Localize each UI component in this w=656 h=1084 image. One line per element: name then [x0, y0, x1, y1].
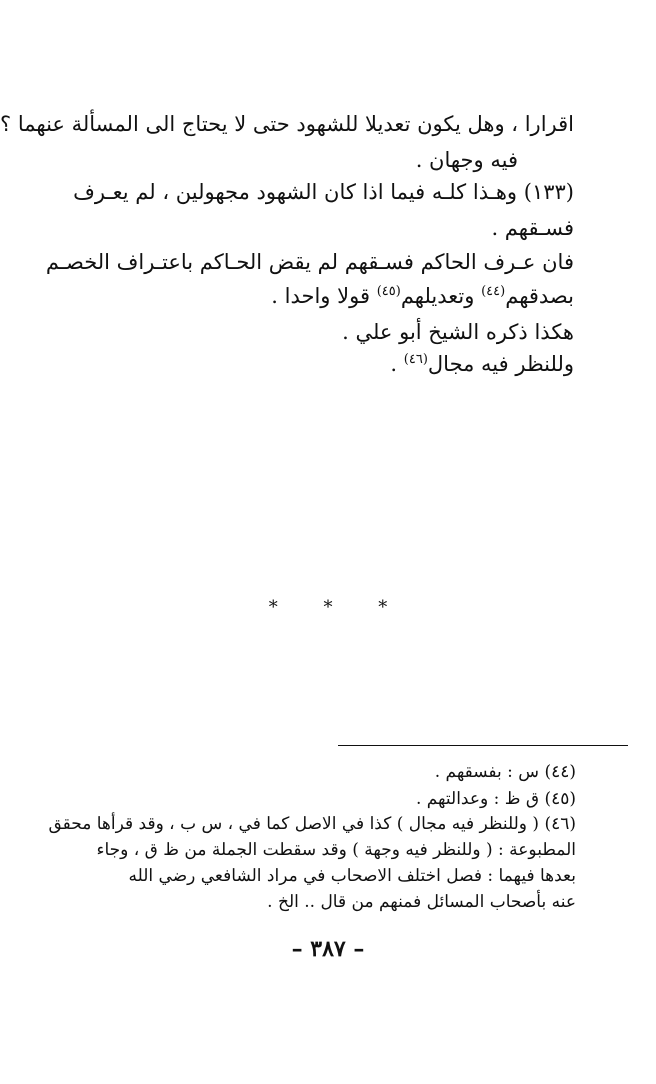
section-separator: * * *: [268, 597, 408, 618]
footnote-46-line-2: المطبوعة : ( وللنظر فيه وجهة ) وقد سقطت الجملة من ظ ق ، وجاء: [96, 840, 576, 860]
text-line-7: هكذا ذكره الشيخ أبو علي .: [342, 320, 574, 344]
footnote-46-line-4: عنه بأصحاب المسائل فمنهم من قال .. الخ .: [267, 892, 576, 912]
footnote-ref-45: (٤٥): [376, 284, 401, 299]
footnote-rule: [338, 745, 628, 746]
page-number: – ٣٨٧ –: [291, 936, 365, 962]
text-line-1: اقرارا ، وهل يكون تعديلا للشهود حتى لا يحتاج الى المسألة عنهما ؟: [0, 112, 574, 136]
footnote-46-line-1: (٤٦) ( وللنظر فيه مجال ) كذا في الاصل كما في ، س ب ، وقد قرأها محقق: [48, 814, 576, 834]
text-line-8: وللنظر فيه مجال$^{(٤٦)}$ .: [390, 352, 574, 376]
text-line-6: بصدقهم$^{(٤٤)}$ وتعديلهم$^{(٤٥)}$ قولا واحدا .: [271, 284, 574, 308]
footnote-ref-46: (٤٦): [403, 352, 428, 367]
footnote-44: (٤٤) س : بفسقهم .: [434, 762, 576, 782]
footnote-ref-44: (٤٤): [481, 284, 506, 299]
text-line-2: فيه وجهان .: [415, 148, 518, 172]
footnote-46-line-3: بعدها فيهما : فصل اختلف الاصحاب في مراد الشافعي رضي الله: [128, 866, 576, 886]
text-line-3: (١٣٣) وهـذا كلـه فيما اذا كان الشهود مجهولين ، لم يعـرف: [73, 180, 574, 204]
text-line-5: فان عـرف الحاكم فسـقهم لم يقض الحـاكم باعتـراف الخصـم: [45, 250, 574, 274]
text-line-4: فسـقهم .: [491, 216, 574, 240]
footnote-45: (٤٥) ق ظ : وعدالتهم .: [415, 789, 576, 809]
